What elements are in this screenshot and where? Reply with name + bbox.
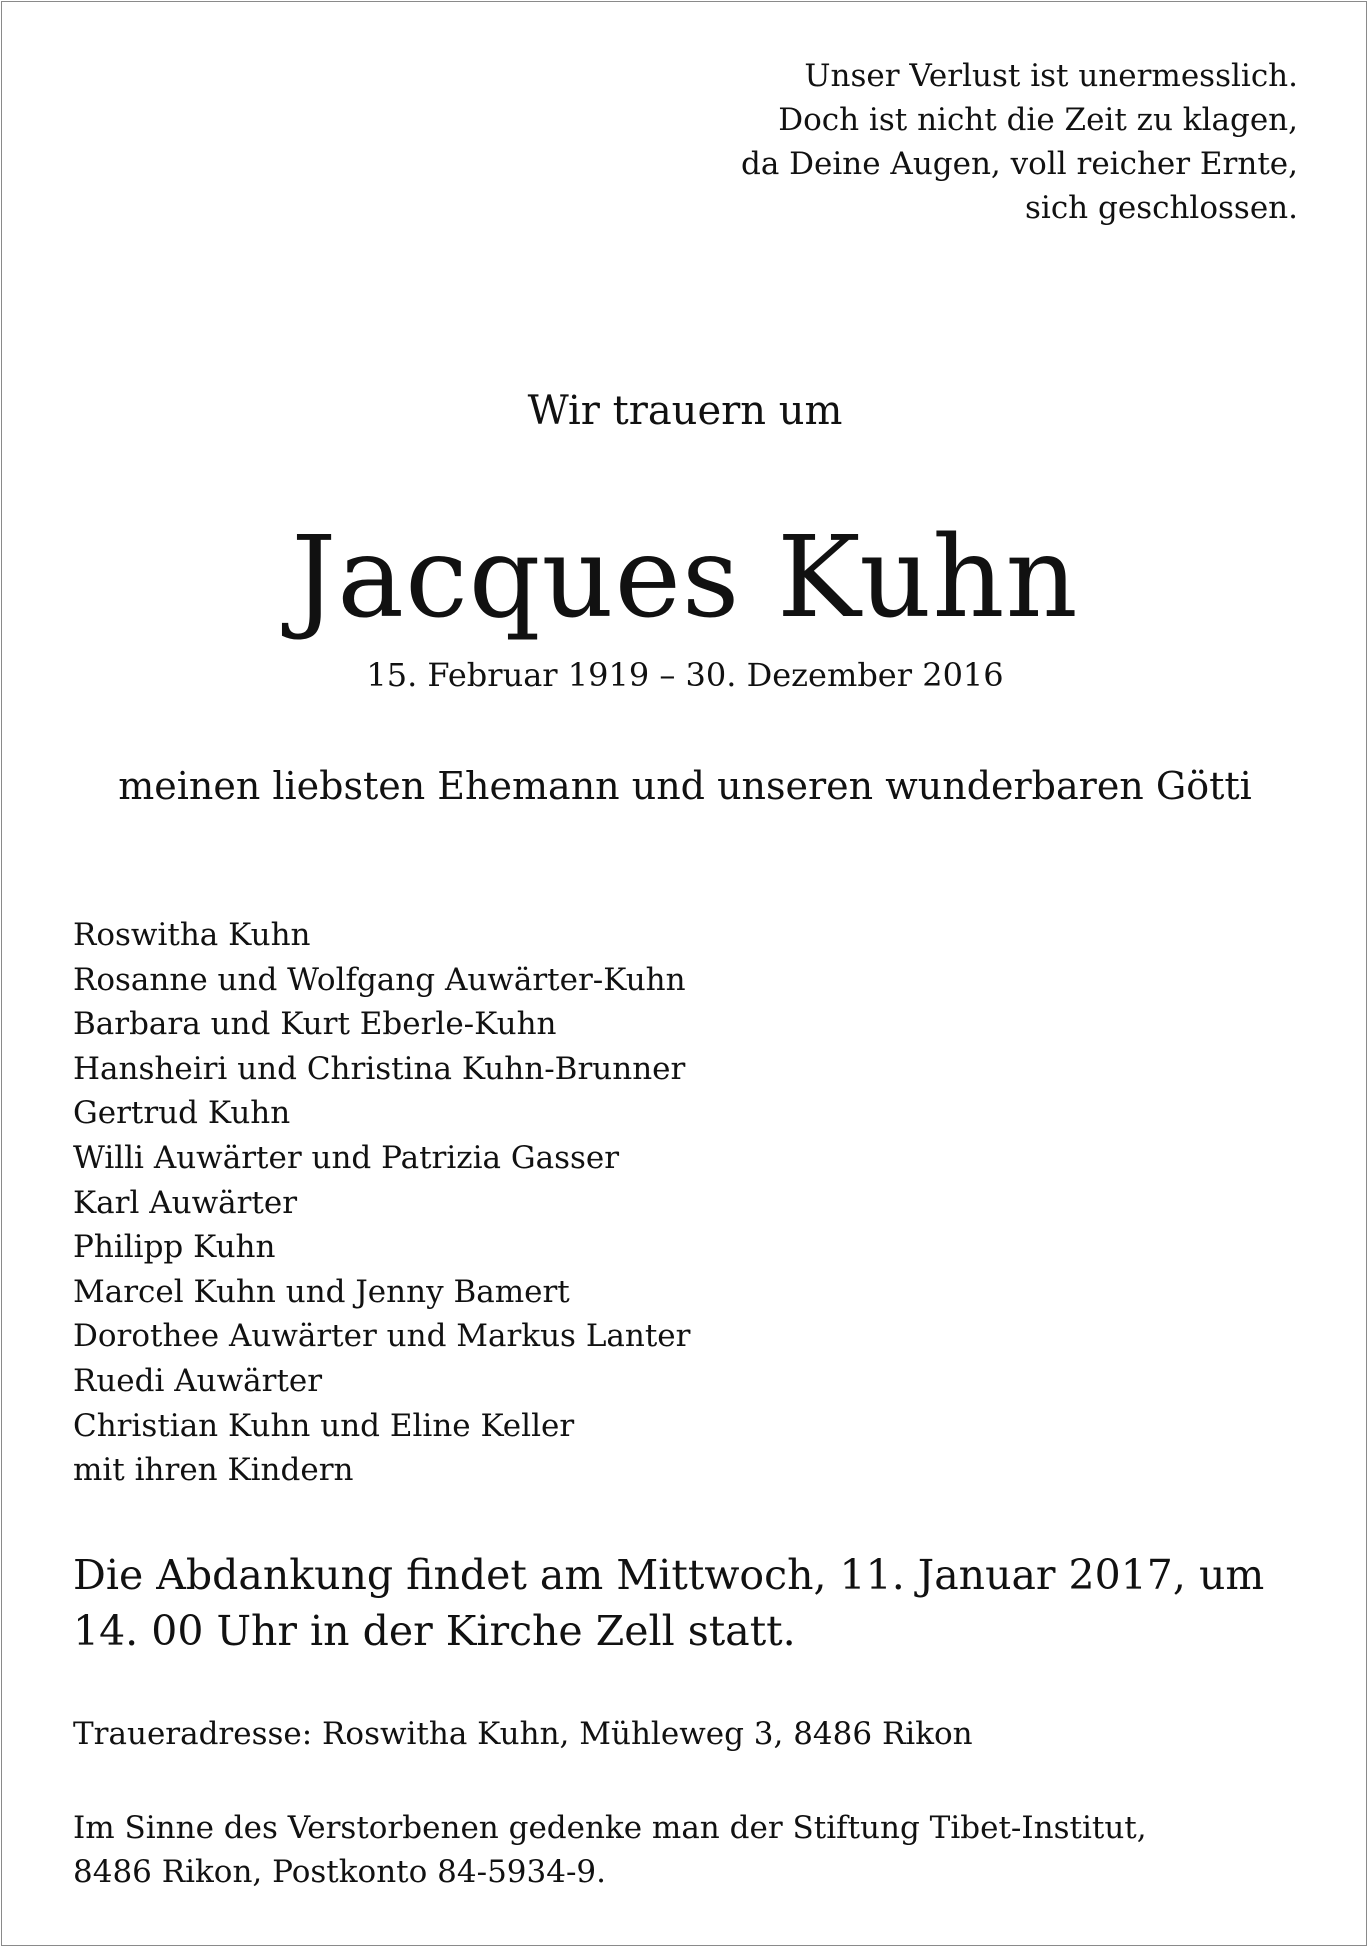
service-line: 14. 00 Uhr in der Kirche Zell statt.	[73, 1607, 796, 1655]
poem-line: Doch ist nicht die Zeit zu klagen,	[778, 102, 1298, 138]
deceased-name: Jacques Kuhn	[291, 513, 1079, 643]
mourner-entry: Gertrud Kuhn	[73, 1095, 291, 1132]
poem-line: sich geschlossen.	[1025, 190, 1298, 226]
donation-line: Im Sinne des Verstorbenen gedenke man der Stiftung Tibet-Institut,	[73, 1810, 1147, 1846]
service-announcement	[73, 1547, 1303, 1659]
dedication-text: meinen liebsten Ehemann und unseren wunderbaren Götti	[118, 764, 1252, 808]
mourner-entry: Karl Auwärter	[73, 1184, 298, 1221]
mourner-entry: Philipp Kuhn	[73, 1229, 276, 1266]
donation-note	[73, 1806, 1147, 1894]
intro-text: Wir trauern um	[527, 388, 843, 434]
life-dates: 15. Februar 1919 – 30. Dezember 2016	[366, 656, 1004, 694]
poem-line: Unser Verlust ist unermesslich.	[804, 58, 1298, 94]
donation-line: 8486 Rikon, Postkonto 84-5934-9.	[73, 1854, 607, 1890]
mourners-list	[73, 913, 690, 1493]
mourner-entry: Christian Kuhn und Eline Keller	[73, 1407, 575, 1444]
mourner-entry: Marcel Kuhn und Jenny Bamert	[73, 1273, 570, 1310]
mourner-entry: Willi Auwärter und Patrizia Gasser	[73, 1139, 620, 1176]
poem-line: da Deine Augen, voll reicher Ernte,	[740, 146, 1298, 182]
mourner-entry: Rosanne und Wolfgang Auwärter-Kuhn	[73, 961, 686, 998]
mourner-entry: Roswitha Kuhn	[73, 917, 311, 953]
mourner-entry: Dorothee Auwärter und Markus Lanter	[73, 1318, 691, 1355]
mourner-entry: Hansheiri und Christina Kuhn-Brunner	[73, 1050, 686, 1087]
mourning-address: Traueradresse: Roswitha Kuhn, Mühleweg 3, 8486 Rikon	[73, 1716, 973, 1752]
service-line: Die Abdankung findet am Mittwoch, 11. Januar 2017, um	[73, 1551, 1265, 1599]
mourner-entry: Barbara und Kurt Eberle-Kuhn	[73, 1006, 557, 1043]
poem-block	[741, 54, 1298, 230]
mourner-entry: Ruedi Auwärter	[73, 1362, 323, 1399]
mourner-entry: mit ihren Kindern	[73, 1452, 354, 1489]
